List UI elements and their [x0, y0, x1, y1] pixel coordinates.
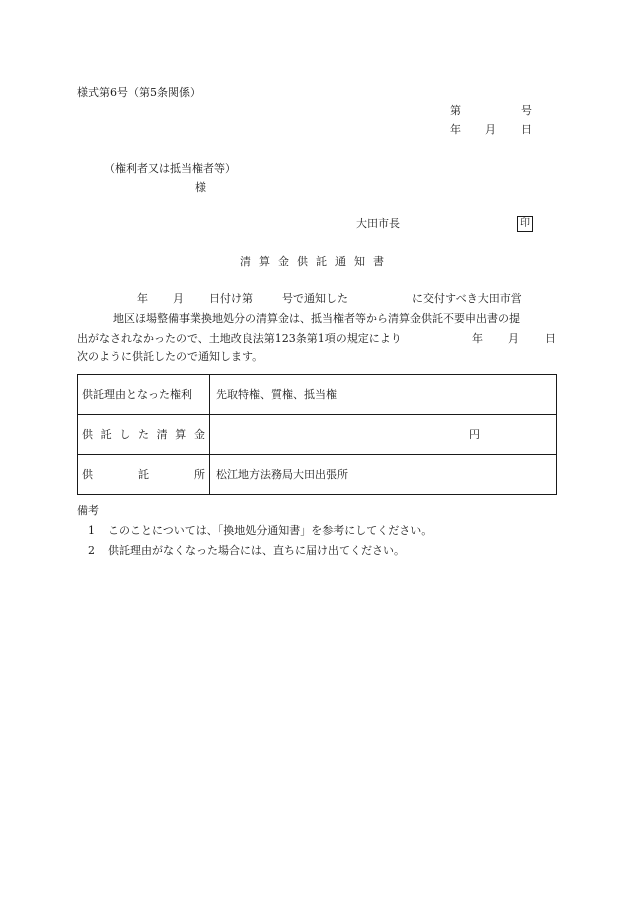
- row-label-amount: [78, 415, 210, 455]
- note-text: このことについては、「換地処分通知書」を参考にしてください。: [108, 524, 433, 537]
- body-line2: 地区ほ場整備事業換地処分の清算金は、抵当権者等から清算金供託不要申出書の提: [113, 312, 520, 325]
- table-row: [78, 455, 557, 495]
- body-line4: 次のように供託したので通知します。: [77, 350, 264, 363]
- label-spread: 供 託 所: [82, 468, 205, 481]
- document-number-suffix: 号: [521, 104, 532, 117]
- body-line1-year: 年: [137, 292, 148, 305]
- body-line3-year: 年: [472, 332, 483, 345]
- document-number-prefix: 第: [450, 104, 461, 117]
- row-label-text: 供託理由となった権利: [82, 388, 192, 401]
- row-value-office: 松江地方法務局大田出張所: [210, 455, 557, 495]
- date-month-label: 月: [485, 123, 496, 136]
- row-label-reason: [78, 375, 210, 415]
- deposit-info-table: [77, 374, 557, 495]
- row-label-office: [78, 455, 210, 495]
- recipient-honorific: 様: [195, 181, 206, 194]
- note-number: 1: [88, 524, 95, 537]
- date-day-label: 日: [521, 123, 532, 136]
- body-line3: 出がなされなかったので、土地改良法第123条第1項の規定により: [77, 332, 402, 345]
- body-line1-tail: に交付すべき大田市営: [412, 292, 522, 305]
- body-line1-month: 月: [173, 292, 184, 305]
- note-item: [88, 525, 432, 536]
- row-value-amount: 円: [210, 415, 557, 455]
- date-year-label: 年: [450, 123, 461, 136]
- recipient-label: （権利者又は抵当権者等）: [104, 162, 236, 175]
- note-number: 2: [88, 544, 95, 557]
- note-text: 供託理由がなくなった場合には、直ちに届け出てください。: [108, 544, 405, 557]
- notes-heading: 備考: [77, 504, 99, 517]
- seal-stamp: 印: [517, 216, 533, 232]
- label-spread: 供 託 し た 清 算 金: [82, 428, 205, 441]
- row-value-reason: 先取特権、質権、抵当権: [210, 375, 557, 415]
- document-title: 清算金供託通知書: [240, 255, 392, 268]
- body-line3-day: 日: [545, 332, 556, 345]
- form-number: 様式第6号（第5条関係）: [77, 86, 201, 99]
- body-line1-number-notice: 号で通知した: [282, 292, 348, 305]
- issuer-name: 大田市長: [356, 217, 400, 230]
- table-row: [78, 415, 557, 455]
- table-row: [78, 375, 557, 415]
- body-line3-month: 月: [508, 332, 519, 345]
- body-line1-day-ref: 日付け第: [209, 292, 253, 305]
- note-item: [88, 545, 405, 556]
